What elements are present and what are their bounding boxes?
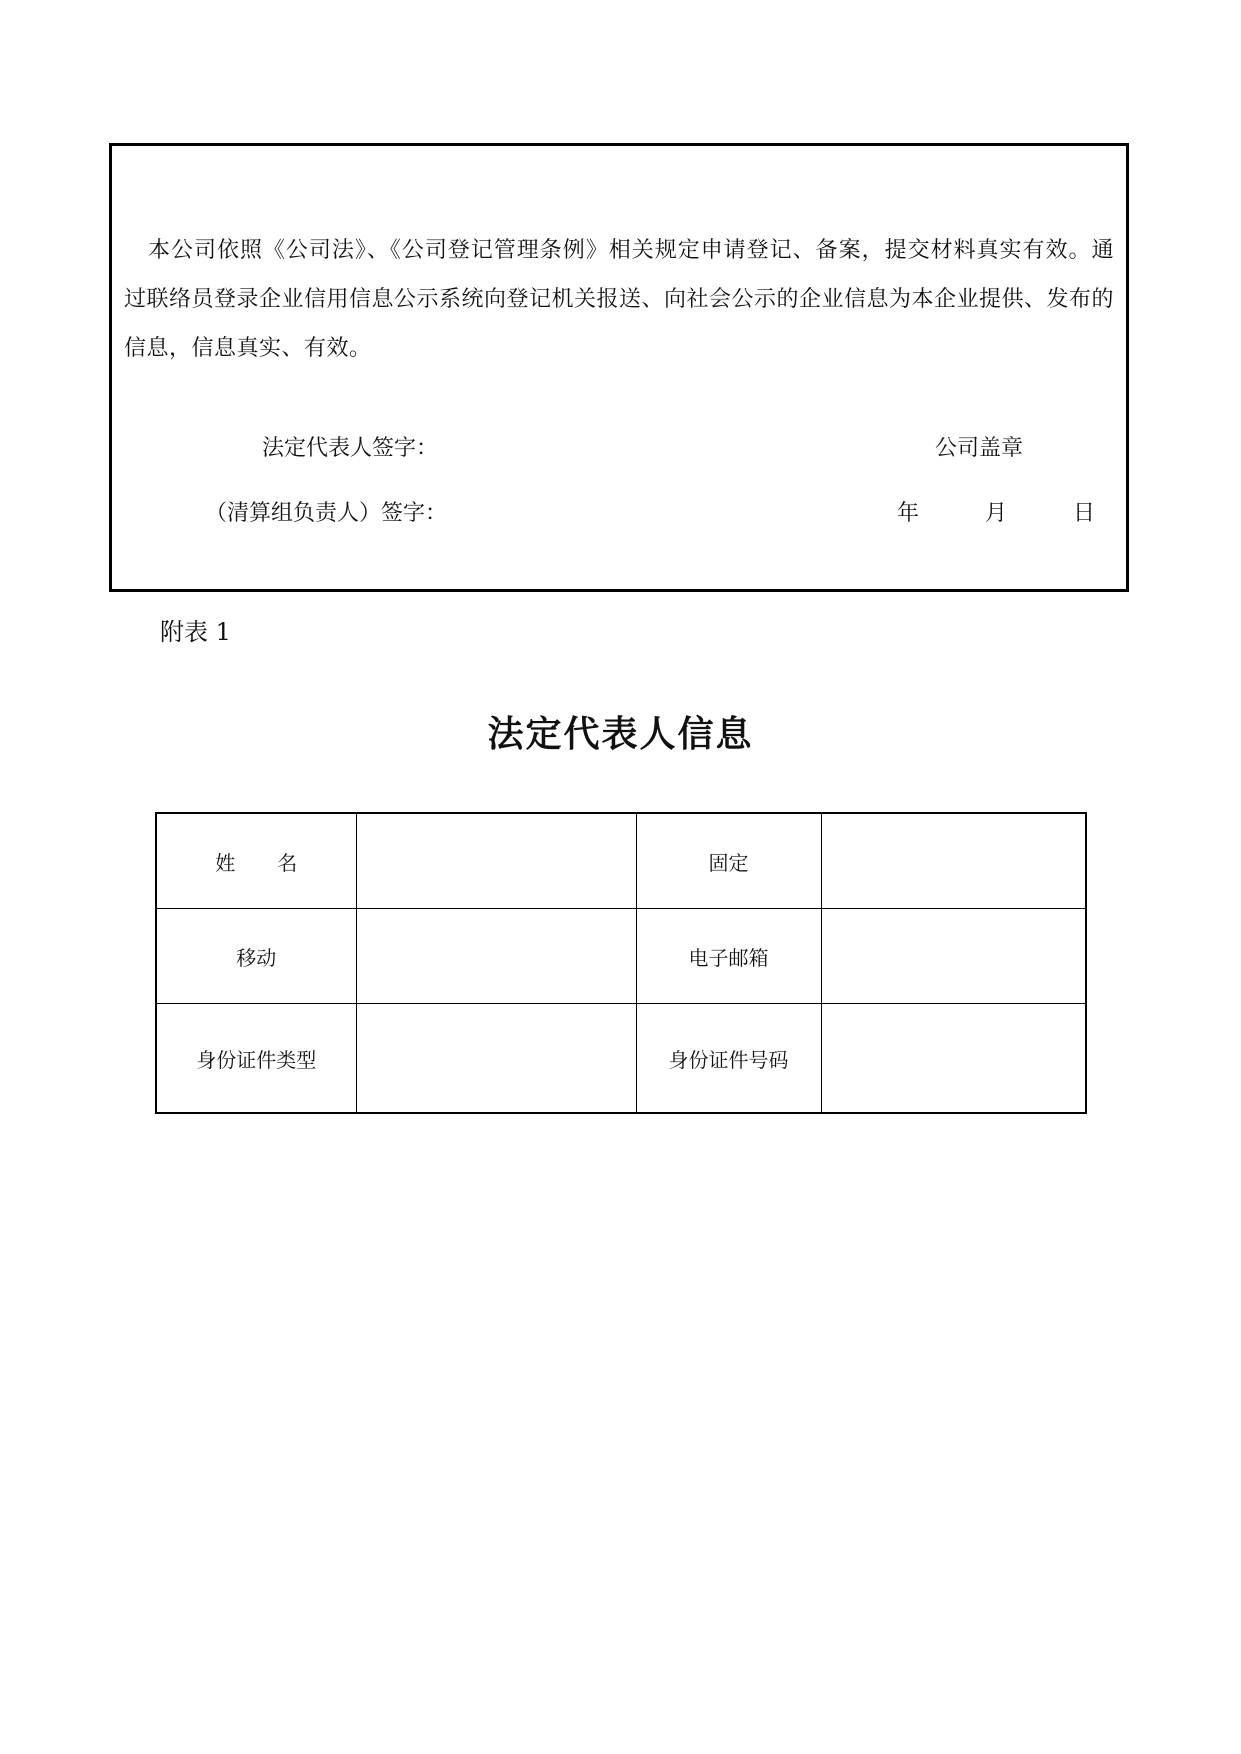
- name-field[interactable]: [356, 813, 636, 909]
- company-seal-label: 公司盖章: [935, 436, 1024, 461]
- id-number-label: 身份证件号码: [636, 1004, 821, 1114]
- mobile-field[interactable]: [356, 909, 636, 1004]
- table-row: [156, 1004, 1086, 1114]
- id-type-label: 身份证件类型: [156, 1004, 356, 1114]
- landline-field[interactable]: [821, 813, 1086, 909]
- table-row: [156, 813, 1086, 909]
- date-day-label: 日: [1073, 501, 1096, 526]
- date-year-label: 年: [897, 501, 920, 526]
- legal-rep-info-table: [155, 812, 1087, 1114]
- name-label: 姓名: [156, 813, 356, 909]
- landline-label: 固定: [636, 813, 821, 909]
- mobile-label: 移动: [156, 909, 356, 1004]
- table-row: [156, 909, 1086, 1004]
- attachment-label: 附表 1: [160, 618, 231, 646]
- form-title: 法定代表人信息: [487, 713, 754, 755]
- id-number-field[interactable]: [821, 1004, 1086, 1114]
- date-month-label: 月: [985, 501, 1008, 526]
- signature-date: [897, 496, 1095, 527]
- email-label: 电子邮箱: [636, 909, 821, 1004]
- id-type-field[interactable]: [356, 1004, 636, 1114]
- email-field[interactable]: [821, 909, 1086, 1004]
- declaration-statement: 本公司依照《公司法》、《公司登记管理条例》相关规定申请登记、备案，提交材料真实有效。通过联络员登录企业信用信息公示系统向登记机关报送、向社会公示的企业信息为本企业提供、发布的信息，信息真实、有效。: [124, 238, 1115, 361]
- declaration-box: [109, 143, 1129, 592]
- liquidation-signature-label: （清算组负责人）签字：: [205, 501, 448, 526]
- legal-rep-signature-label: 法定代表人签字：: [262, 436, 439, 461]
